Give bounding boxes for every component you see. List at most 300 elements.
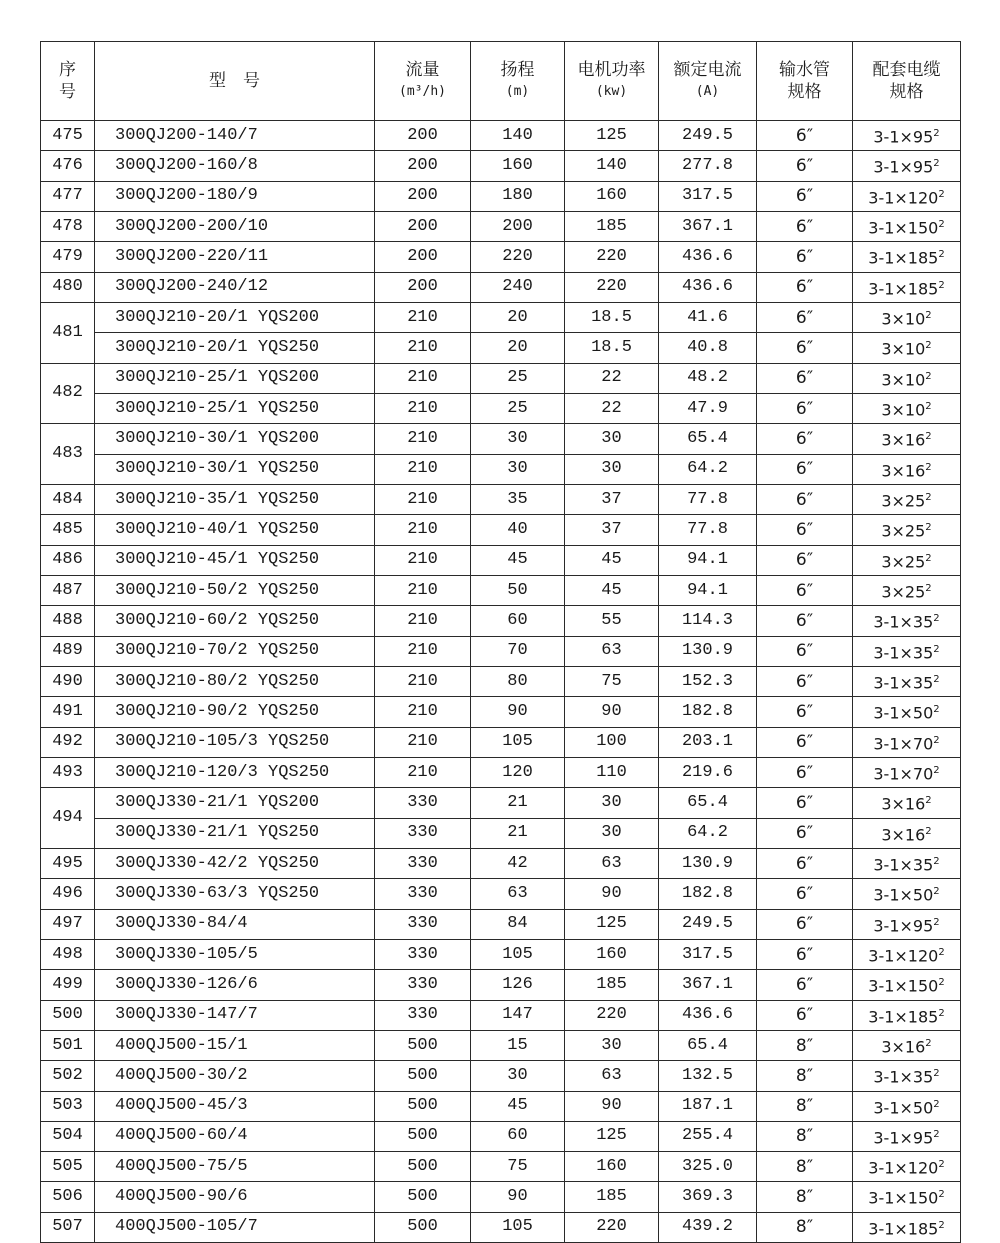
pipe-cell: 6″ bbox=[757, 181, 853, 211]
head-cell: 15 bbox=[471, 1030, 565, 1060]
table-row bbox=[41, 666, 961, 696]
current-cell: 367.1 bbox=[659, 970, 757, 1000]
cable-cell bbox=[853, 393, 961, 423]
cable-cell bbox=[853, 151, 961, 181]
model-cell: 300QJ210-35/1 YQS250 bbox=[95, 484, 375, 514]
header-current bbox=[659, 42, 757, 121]
table-row bbox=[41, 211, 961, 241]
header-cable bbox=[853, 42, 961, 121]
pipe-cell: 8″ bbox=[757, 1091, 853, 1121]
row-number: 484 bbox=[41, 484, 95, 514]
current-cell: 132.5 bbox=[659, 1061, 757, 1091]
pipe-cell: 6″ bbox=[757, 515, 853, 545]
cable-spec: 3-1×120 bbox=[868, 946, 939, 966]
head-cell: 240 bbox=[471, 272, 565, 302]
current-cell: 94.1 bbox=[659, 575, 757, 605]
cable-superscript: 2 bbox=[938, 977, 945, 989]
power-cell: 30 bbox=[565, 424, 659, 454]
cable-cell bbox=[853, 1061, 961, 1091]
current-cell: 367.1 bbox=[659, 211, 757, 241]
head-cell: 42 bbox=[471, 848, 565, 878]
table-row bbox=[41, 1182, 961, 1212]
power-cell: 160 bbox=[565, 1152, 659, 1182]
pipe-cell: 6″ bbox=[757, 454, 853, 484]
pipe-cell: 6″ bbox=[757, 151, 853, 181]
row-number: 478 bbox=[41, 211, 95, 241]
power-cell: 110 bbox=[565, 757, 659, 787]
table-row bbox=[41, 272, 961, 302]
cable-superscript: 2 bbox=[925, 340, 932, 352]
head-cell: 200 bbox=[471, 211, 565, 241]
cable-superscript: 2 bbox=[938, 1189, 945, 1201]
row-number: 502 bbox=[41, 1061, 95, 1091]
head-cell: 84 bbox=[471, 909, 565, 939]
table-row bbox=[41, 757, 961, 787]
model-cell: 300QJ210-45/1 YQS250 bbox=[95, 545, 375, 575]
pipe-cell: 6″ bbox=[757, 636, 853, 666]
cable-spec: 3-1×35 bbox=[873, 612, 934, 632]
cable-superscript: 2 bbox=[933, 128, 940, 139]
current-cell: 65.4 bbox=[659, 1030, 757, 1060]
cable-cell bbox=[853, 454, 961, 484]
power-cell: 90 bbox=[565, 879, 659, 909]
flow-cell: 500 bbox=[375, 1061, 471, 1091]
cable-superscript: 2 bbox=[933, 704, 940, 716]
cable-spec: 3-1×185 bbox=[868, 248, 939, 268]
model-cell: 300QJ200-160/8 bbox=[95, 151, 375, 181]
power-cell: 220 bbox=[565, 1000, 659, 1030]
head-cell: 105 bbox=[471, 1212, 565, 1242]
flow-cell: 210 bbox=[375, 484, 471, 514]
cable-cell bbox=[853, 818, 961, 848]
table-row bbox=[41, 302, 961, 332]
model-cell: 300QJ210-80/2 YQS250 bbox=[95, 666, 375, 696]
header-model bbox=[95, 42, 375, 121]
head-cell: 45 bbox=[471, 545, 565, 575]
current-cell: 64.2 bbox=[659, 818, 757, 848]
table-row bbox=[41, 121, 961, 151]
flow-cell: 210 bbox=[375, 666, 471, 696]
pipe-cell: 6″ bbox=[757, 575, 853, 605]
pump-spec-table bbox=[40, 41, 961, 1243]
current-cell: 48.2 bbox=[659, 363, 757, 393]
row-number: 483 bbox=[41, 424, 95, 485]
head-cell: 21 bbox=[471, 788, 565, 818]
current-cell: 317.5 bbox=[659, 181, 757, 211]
table-row bbox=[41, 818, 961, 848]
cable-spec: 3-1×50 bbox=[873, 703, 934, 723]
current-cell: 65.4 bbox=[659, 424, 757, 454]
model-cell: 300QJ330-84/4 bbox=[95, 909, 375, 939]
flow-cell: 500 bbox=[375, 1152, 471, 1182]
flow-cell: 500 bbox=[375, 1030, 471, 1060]
table-row bbox=[41, 1152, 961, 1182]
power-cell: 220 bbox=[565, 242, 659, 272]
power-cell: 125 bbox=[565, 121, 659, 151]
current-cell: 249.5 bbox=[659, 121, 757, 151]
cable-superscript: 2 bbox=[925, 552, 932, 564]
cable-cell bbox=[853, 970, 961, 1000]
cable-cell bbox=[853, 575, 961, 605]
pipe-cell: 6″ bbox=[757, 393, 853, 423]
power-cell: 55 bbox=[565, 606, 659, 636]
power-cell: 125 bbox=[565, 1121, 659, 1151]
head-cell: 60 bbox=[471, 1121, 565, 1151]
cable-superscript: 2 bbox=[933, 734, 940, 746]
model-cell: 300QJ330-21/1 YQS250 bbox=[95, 818, 375, 848]
model-cell: 400QJ500-90/6 bbox=[95, 1182, 375, 1212]
cable-superscript: 2 bbox=[933, 1098, 940, 1110]
model-cell: 300QJ210-105/3 YQS250 bbox=[95, 727, 375, 757]
flow-cell: 210 bbox=[375, 575, 471, 605]
head-cell: 45 bbox=[471, 1091, 565, 1121]
model-cell: 300QJ210-30/1 YQS200 bbox=[95, 424, 375, 454]
cable-spec: 3-1×70 bbox=[873, 733, 934, 753]
model-cell: 300QJ200-180/9 bbox=[95, 181, 375, 211]
pipe-cell: 8″ bbox=[757, 1182, 853, 1212]
head-cell: 35 bbox=[471, 484, 565, 514]
model-cell: 300QJ210-50/2 YQS250 bbox=[95, 575, 375, 605]
power-cell: 185 bbox=[565, 211, 659, 241]
cable-cell bbox=[853, 1182, 961, 1212]
table-row bbox=[41, 939, 961, 969]
header-head bbox=[471, 42, 565, 121]
cable-cell bbox=[853, 484, 961, 514]
model-cell: 300QJ200-220/11 bbox=[95, 242, 375, 272]
header-head-unit: (m) bbox=[505, 84, 530, 99]
head-cell: 20 bbox=[471, 302, 565, 332]
head-cell: 140 bbox=[471, 121, 565, 151]
head-cell: 105 bbox=[471, 939, 565, 969]
head-cell: 90 bbox=[471, 1182, 565, 1212]
cable-superscript: 2 bbox=[933, 855, 940, 867]
power-cell: 37 bbox=[565, 484, 659, 514]
current-cell: 41.6 bbox=[659, 302, 757, 332]
pipe-cell: 8″ bbox=[757, 1152, 853, 1182]
cable-spec: 3×16 bbox=[881, 824, 926, 844]
cable-cell bbox=[853, 211, 961, 241]
cable-spec: 3-1×50 bbox=[873, 885, 934, 905]
table-row bbox=[41, 424, 961, 454]
pipe-cell: 6″ bbox=[757, 848, 853, 878]
model-cell: 300QJ210-30/1 YQS250 bbox=[95, 454, 375, 484]
header-power bbox=[565, 42, 659, 121]
power-cell: 63 bbox=[565, 1061, 659, 1091]
cable-cell bbox=[853, 181, 961, 211]
header-power-unit: (kw) bbox=[595, 84, 628, 99]
table-row bbox=[41, 151, 961, 181]
current-cell: 130.9 bbox=[659, 848, 757, 878]
flow-cell: 200 bbox=[375, 151, 471, 181]
cable-superscript: 2 bbox=[925, 400, 932, 412]
row-number: 496 bbox=[41, 879, 95, 909]
cable-cell bbox=[853, 636, 961, 666]
table-row bbox=[41, 788, 961, 818]
row-number: 487 bbox=[41, 575, 95, 605]
cable-spec: 3-1×120 bbox=[868, 1158, 939, 1178]
cable-cell bbox=[853, 121, 961, 151]
row-number: 476 bbox=[41, 151, 95, 181]
model-cell: 300QJ200-140/7 bbox=[95, 121, 375, 151]
cable-spec: 3-1×95 bbox=[873, 1128, 934, 1148]
table-row bbox=[41, 515, 961, 545]
cable-spec: 3×25 bbox=[881, 521, 926, 541]
current-cell: 317.5 bbox=[659, 939, 757, 969]
power-cell: 22 bbox=[565, 363, 659, 393]
header-no-label: 序 号 bbox=[59, 60, 76, 102]
model-cell: 300QJ210-70/2 YQS250 bbox=[95, 636, 375, 666]
table-row bbox=[41, 848, 961, 878]
flow-cell: 200 bbox=[375, 181, 471, 211]
cable-spec: 3×25 bbox=[881, 491, 926, 511]
row-number: 485 bbox=[41, 515, 95, 545]
pipe-cell: 6″ bbox=[757, 788, 853, 818]
cable-spec: 3-1×70 bbox=[873, 764, 934, 784]
row-number: 501 bbox=[41, 1030, 95, 1060]
table-row bbox=[41, 697, 961, 727]
power-cell: 22 bbox=[565, 393, 659, 423]
head-cell: 147 bbox=[471, 1000, 565, 1030]
power-cell: 30 bbox=[565, 788, 659, 818]
flow-cell: 210 bbox=[375, 515, 471, 545]
flow-cell: 210 bbox=[375, 393, 471, 423]
pipe-cell: 6″ bbox=[757, 211, 853, 241]
pipe-cell: 6″ bbox=[757, 333, 853, 363]
flow-cell: 210 bbox=[375, 545, 471, 575]
model-cell: 300QJ330-63/3 YQS250 bbox=[95, 879, 375, 909]
pipe-cell: 6″ bbox=[757, 302, 853, 332]
current-cell: 439.2 bbox=[659, 1212, 757, 1242]
head-cell: 70 bbox=[471, 636, 565, 666]
power-cell: 140 bbox=[565, 151, 659, 181]
flow-cell: 330 bbox=[375, 848, 471, 878]
flow-cell: 330 bbox=[375, 939, 471, 969]
cable-cell bbox=[853, 424, 961, 454]
cable-cell bbox=[853, 272, 961, 302]
cable-cell bbox=[853, 788, 961, 818]
row-number: 505 bbox=[41, 1152, 95, 1182]
cable-superscript: 2 bbox=[938, 279, 945, 291]
flow-cell: 500 bbox=[375, 1121, 471, 1151]
table-row bbox=[41, 454, 961, 484]
power-cell: 37 bbox=[565, 515, 659, 545]
current-cell: 219.6 bbox=[659, 757, 757, 787]
power-cell: 90 bbox=[565, 697, 659, 727]
flow-cell: 210 bbox=[375, 363, 471, 393]
current-cell: 249.5 bbox=[659, 909, 757, 939]
cable-cell bbox=[853, 757, 961, 787]
header-no bbox=[41, 42, 95, 121]
head-cell: 126 bbox=[471, 970, 565, 1000]
current-cell: 77.8 bbox=[659, 515, 757, 545]
cable-cell bbox=[853, 1091, 961, 1121]
model-cell: 300QJ210-120/3 YQS250 bbox=[95, 757, 375, 787]
header-model-label: 型 号 bbox=[209, 71, 260, 91]
power-cell: 100 bbox=[565, 727, 659, 757]
table-row bbox=[41, 879, 961, 909]
flow-cell: 330 bbox=[375, 909, 471, 939]
cable-cell bbox=[853, 1212, 961, 1242]
cable-cell bbox=[853, 848, 961, 878]
cable-spec: 3-1×35 bbox=[873, 642, 934, 662]
pipe-cell: 8″ bbox=[757, 1061, 853, 1091]
cable-cell bbox=[853, 697, 961, 727]
cable-superscript: 2 bbox=[925, 825, 932, 837]
cable-spec: 3×10 bbox=[881, 369, 926, 389]
cable-cell bbox=[853, 1152, 961, 1182]
table-row bbox=[41, 1091, 961, 1121]
header-row bbox=[41, 42, 961, 121]
row-number: 494 bbox=[41, 788, 95, 849]
power-cell: 220 bbox=[565, 1212, 659, 1242]
cable-cell bbox=[853, 666, 961, 696]
model-cell: 300QJ210-25/1 YQS200 bbox=[95, 363, 375, 393]
table-row bbox=[41, 242, 961, 272]
table-row bbox=[41, 909, 961, 939]
cable-superscript: 2 bbox=[925, 370, 932, 382]
head-cell: 105 bbox=[471, 727, 565, 757]
cable-spec: 3-1×95 bbox=[873, 127, 934, 147]
pipe-cell: 8″ bbox=[757, 1030, 853, 1060]
current-cell: 77.8 bbox=[659, 484, 757, 514]
power-cell: 185 bbox=[565, 970, 659, 1000]
flow-cell: 210 bbox=[375, 757, 471, 787]
current-cell: 65.4 bbox=[659, 788, 757, 818]
cable-spec: 3-1×95 bbox=[873, 915, 934, 935]
cable-spec: 3×16 bbox=[881, 1037, 926, 1057]
flow-cell: 210 bbox=[375, 333, 471, 363]
model-cell: 400QJ500-75/5 bbox=[95, 1152, 375, 1182]
flow-cell: 210 bbox=[375, 727, 471, 757]
cable-spec: 3-1×35 bbox=[873, 1067, 934, 1087]
cable-superscript: 2 bbox=[933, 1128, 940, 1140]
flow-cell: 330 bbox=[375, 788, 471, 818]
model-cell: 300QJ210-20/1 YQS250 bbox=[95, 333, 375, 363]
row-number: 504 bbox=[41, 1121, 95, 1151]
flow-cell: 500 bbox=[375, 1182, 471, 1212]
power-cell: 185 bbox=[565, 1182, 659, 1212]
model-cell: 300QJ210-20/1 YQS200 bbox=[95, 302, 375, 332]
row-number: 506 bbox=[41, 1182, 95, 1212]
cable-spec: 3-1×120 bbox=[868, 187, 939, 207]
flow-cell: 210 bbox=[375, 606, 471, 636]
pipe-cell: 6″ bbox=[757, 1000, 853, 1030]
cable-superscript: 2 bbox=[925, 522, 932, 534]
model-cell: 400QJ500-60/4 bbox=[95, 1121, 375, 1151]
pipe-cell: 6″ bbox=[757, 484, 853, 514]
cable-cell bbox=[853, 606, 961, 636]
model-cell: 300QJ210-40/1 YQS250 bbox=[95, 515, 375, 545]
cable-cell bbox=[853, 1121, 961, 1151]
power-cell: 160 bbox=[565, 939, 659, 969]
table-row bbox=[41, 393, 961, 423]
model-cell: 300QJ330-126/6 bbox=[95, 970, 375, 1000]
cable-cell bbox=[853, 515, 961, 545]
pipe-cell: 8″ bbox=[757, 1121, 853, 1151]
flow-cell: 210 bbox=[375, 454, 471, 484]
table-row bbox=[41, 606, 961, 636]
model-cell: 400QJ500-105/7 bbox=[95, 1212, 375, 1242]
cable-cell bbox=[853, 1030, 961, 1060]
pipe-cell: 6″ bbox=[757, 970, 853, 1000]
flow-cell: 210 bbox=[375, 636, 471, 666]
header-flow bbox=[375, 42, 471, 121]
cable-superscript: 2 bbox=[933, 158, 940, 170]
table-row bbox=[41, 545, 961, 575]
model-cell: 300QJ200-240/12 bbox=[95, 272, 375, 302]
head-cell: 220 bbox=[471, 242, 565, 272]
power-cell: 30 bbox=[565, 454, 659, 484]
pipe-cell: 6″ bbox=[757, 424, 853, 454]
table-row bbox=[41, 333, 961, 363]
current-cell: 436.6 bbox=[659, 272, 757, 302]
flow-cell: 210 bbox=[375, 302, 471, 332]
head-cell: 80 bbox=[471, 666, 565, 696]
current-cell: 255.4 bbox=[659, 1121, 757, 1151]
cable-spec: 3-1×150 bbox=[868, 976, 939, 996]
cable-superscript: 2 bbox=[925, 309, 932, 321]
cable-superscript: 2 bbox=[938, 1007, 945, 1019]
cable-spec: 3×10 bbox=[881, 339, 926, 359]
power-cell: 18.5 bbox=[565, 302, 659, 332]
cable-superscript: 2 bbox=[933, 613, 940, 625]
cable-superscript: 2 bbox=[933, 673, 940, 685]
head-cell: 30 bbox=[471, 454, 565, 484]
current-cell: 130.9 bbox=[659, 636, 757, 666]
model-cell: 400QJ500-30/2 bbox=[95, 1061, 375, 1091]
cable-spec: 3-1×35 bbox=[873, 855, 934, 875]
power-cell: 30 bbox=[565, 818, 659, 848]
row-number: 499 bbox=[41, 970, 95, 1000]
row-number: 486 bbox=[41, 545, 95, 575]
power-cell: 30 bbox=[565, 1030, 659, 1060]
cable-superscript: 2 bbox=[938, 249, 945, 261]
table-row bbox=[41, 484, 961, 514]
flow-cell: 200 bbox=[375, 242, 471, 272]
flow-cell: 330 bbox=[375, 818, 471, 848]
current-cell: 277.8 bbox=[659, 151, 757, 181]
flow-cell: 330 bbox=[375, 1000, 471, 1030]
table-row bbox=[41, 1030, 961, 1060]
cable-superscript: 2 bbox=[925, 491, 932, 503]
flow-cell: 210 bbox=[375, 697, 471, 727]
table-row bbox=[41, 970, 961, 1000]
cable-spec: 3×16 bbox=[881, 430, 926, 450]
cable-superscript: 2 bbox=[938, 1159, 945, 1171]
header-current-label: 额定电流 bbox=[673, 60, 742, 80]
table-row bbox=[41, 1000, 961, 1030]
table-row bbox=[41, 575, 961, 605]
head-cell: 21 bbox=[471, 818, 565, 848]
head-cell: 20 bbox=[471, 333, 565, 363]
cable-spec: 3-1×185 bbox=[868, 1006, 939, 1026]
cable-cell bbox=[853, 333, 961, 363]
row-number: 495 bbox=[41, 848, 95, 878]
row-number: 475 bbox=[41, 121, 95, 151]
head-cell: 75 bbox=[471, 1152, 565, 1182]
head-cell: 60 bbox=[471, 606, 565, 636]
current-cell: 47.9 bbox=[659, 393, 757, 423]
power-cell: 125 bbox=[565, 909, 659, 939]
header-cable-label: 配套电缆 规格 bbox=[872, 60, 941, 102]
cable-spec: 3×10 bbox=[881, 400, 926, 420]
pipe-cell: 6″ bbox=[757, 666, 853, 696]
model-cell: 300QJ330-42/2 YQS250 bbox=[95, 848, 375, 878]
cable-cell bbox=[853, 727, 961, 757]
cable-spec: 3-1×95 bbox=[873, 157, 934, 177]
cable-cell bbox=[853, 242, 961, 272]
header-head-label: 扬程 bbox=[500, 60, 535, 80]
